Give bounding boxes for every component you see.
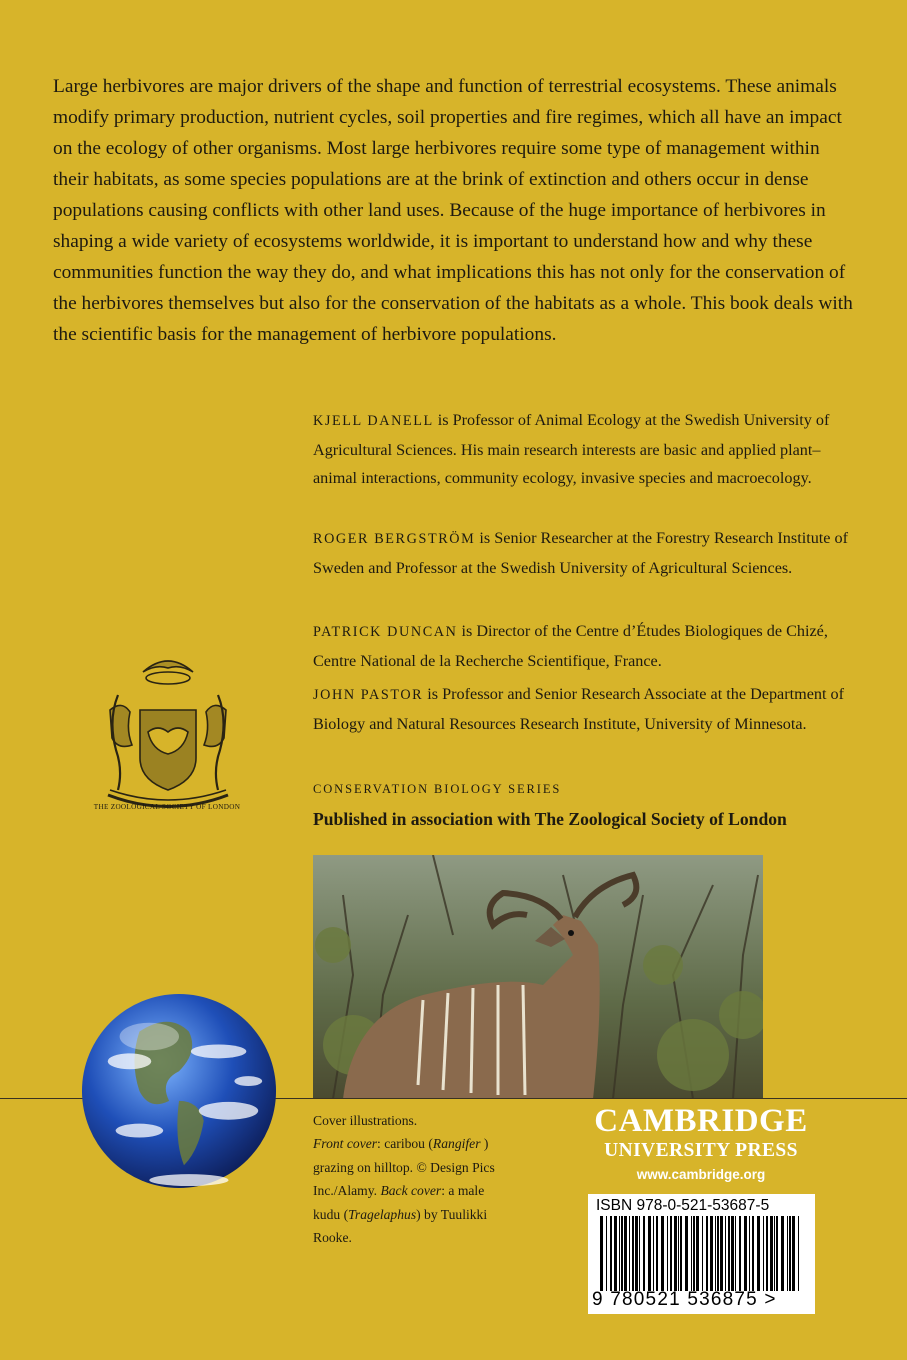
- front-cover-credit: ) grazing on hilltop. © Design Pics Inc./Alamy.: [313, 1136, 495, 1199]
- author-bio-pastor: [313, 680, 858, 738]
- back-cover-blurb: Large herbivores are major drivers of the shape and function of terrestrial ecosystems. These animals modify primary production, nutrient cycles, soil properties and fire regimes, which all have an impact on the ecology of other organisms. Most large herbivores require some type of management within their habitats, as some species populations are at the brink of extinction and others occur in dense populations causing conflicts with other land uses. Because of the huge importance of herbivores in shaping a wide variety of ecosystems worldwide, it is important to understand how and why these communities function the way they do, and what implications this has not only for the conservation of the herbivores themselves but also for the conservation of the habitats as a whole. This book deals with the scientific basis for the management of herbivore populations.: [53, 76, 853, 345]
- front-cover-label: Front cover: [313, 1136, 378, 1152]
- barcode-bar: [766, 1216, 768, 1291]
- barcode-bar: [798, 1216, 799, 1291]
- barcode-bar: [715, 1216, 716, 1291]
- barcode-bar: [606, 1216, 607, 1291]
- series-label: CONSERVATION BIOLOGY SERIES: [313, 782, 562, 796]
- author-name: ROGER BERGSTRÖM: [313, 531, 476, 547]
- barcode-bar: [710, 1216, 713, 1291]
- author-bio-duncan: [313, 617, 858, 675]
- author-bio-bergstrom: [313, 524, 858, 582]
- barcode-bar: [691, 1216, 692, 1291]
- barcode-bar: [693, 1216, 695, 1291]
- barcode-bar: [725, 1216, 726, 1291]
- back-cover-label: Back cover: [380, 1183, 442, 1199]
- author-description: is Professor of Animal Ecology at the Swedish University of Agricultural Sciences. His main research interests are basic and applied plant–animal interactions, community ecology, invasive species and macroecology.: [313, 411, 830, 487]
- barcode-bar: [781, 1216, 784, 1291]
- barcode-bar: [629, 1216, 630, 1291]
- publisher-url[interactable]: www.cambridge.org: [636, 1167, 766, 1182]
- barcode-bar: [763, 1216, 764, 1291]
- author-name: KJELL DANELL: [313, 413, 434, 429]
- barcode-bar: [619, 1216, 620, 1291]
- barcode-bar: [635, 1216, 638, 1291]
- published-association: Published in association with The Zoological Society of London: [313, 809, 787, 829]
- barcode-bar: [728, 1216, 730, 1291]
- barcode-bar: [678, 1216, 679, 1291]
- barcode-bar: [717, 1216, 719, 1291]
- barcode-bar: [670, 1216, 672, 1291]
- barcode-bar: [702, 1216, 703, 1291]
- author-description: is Senior Researcher at the Forestry Research Institute of Sweden and Professor at the Swedish University of Agricultural Sciences.: [313, 529, 849, 577]
- barcode-bar: [731, 1216, 734, 1291]
- back-cover-credit: ) by Tuulikki Rooke.: [313, 1206, 488, 1246]
- barcode-bar: [614, 1216, 617, 1291]
- barcode-bar: [653, 1216, 654, 1291]
- barcode-bar: [600, 1216, 603, 1291]
- barcode-bar: [639, 1216, 640, 1291]
- front-cover-text: : caribou (: [377, 1136, 433, 1152]
- barcode-bar: [685, 1216, 688, 1291]
- author-bio-danell: [313, 406, 858, 493]
- barcode-bar: [792, 1216, 795, 1291]
- barcode-bar: [774, 1216, 775, 1291]
- publisher-name: CAMBRIDGE: [594, 1103, 808, 1139]
- credit-heading: Cover illustrations.: [313, 1113, 418, 1128]
- kudu-photo: [313, 855, 763, 1099]
- isbn-barcode: [588, 1194, 815, 1314]
- barcode-bar: [744, 1216, 747, 1291]
- isbn-text: ISBN 978-0-521-53687-5: [596, 1197, 770, 1214]
- barcode-bar: [648, 1216, 651, 1291]
- barcode-bar: [770, 1216, 773, 1291]
- barcode-bar: [624, 1216, 627, 1291]
- barcode-bar: [696, 1216, 699, 1291]
- barcode-bar: [656, 1216, 658, 1291]
- barcode-bars: [596, 1216, 807, 1291]
- barcode-bar: [610, 1216, 612, 1291]
- barcode-bar: [643, 1216, 645, 1291]
- barcode-bar: [776, 1216, 778, 1291]
- barcode-bar: [632, 1216, 634, 1291]
- barcode-bar: [680, 1216, 682, 1291]
- barcode-bar: [739, 1216, 741, 1291]
- front-species: Rangifer: [432, 1136, 481, 1152]
- barcode-bar: [787, 1216, 788, 1291]
- back-cover-text: : a male kudu (: [313, 1183, 485, 1222]
- barcode-bar: [674, 1216, 677, 1291]
- cover-illustrations-credit: [313, 1109, 503, 1249]
- barcode-bar: [706, 1216, 708, 1291]
- author-description: is Director of the Centre d’Études Biologiques de Chizé, Centre National de la Recherche Scientifique, France.: [313, 622, 828, 670]
- zsl-crest-logo: [88, 650, 248, 820]
- author-description: is Professor and Senior Research Associate at the Department of Biology and Natural Resources Research Institute, University of Minnesota.: [313, 685, 845, 733]
- barcode-bar: [749, 1216, 750, 1291]
- author-name: JOHN PASTOR: [313, 687, 424, 703]
- barcode-bar: [735, 1216, 736, 1291]
- globe-image: [80, 992, 278, 1190]
- barcode-bar: [757, 1216, 760, 1291]
- barcode-bar: [667, 1216, 668, 1291]
- publisher-press: UNIVERSITY PRESS: [604, 1140, 798, 1161]
- author-name: PATRICK DUNCAN: [313, 624, 458, 640]
- barcode-bar: [752, 1216, 754, 1291]
- barcode-bar: [621, 1216, 623, 1291]
- barcode-digits: 9 780521 536875 >: [592, 1289, 777, 1310]
- barcode-bar: [789, 1216, 791, 1291]
- zsl-caption: THE ZOOLOGICAL SOCIETY OF LONDON: [93, 803, 241, 811]
- barcode-bar: [661, 1216, 664, 1291]
- barcode-bar: [720, 1216, 723, 1291]
- back-species: Tragelaphus: [348, 1206, 417, 1222]
